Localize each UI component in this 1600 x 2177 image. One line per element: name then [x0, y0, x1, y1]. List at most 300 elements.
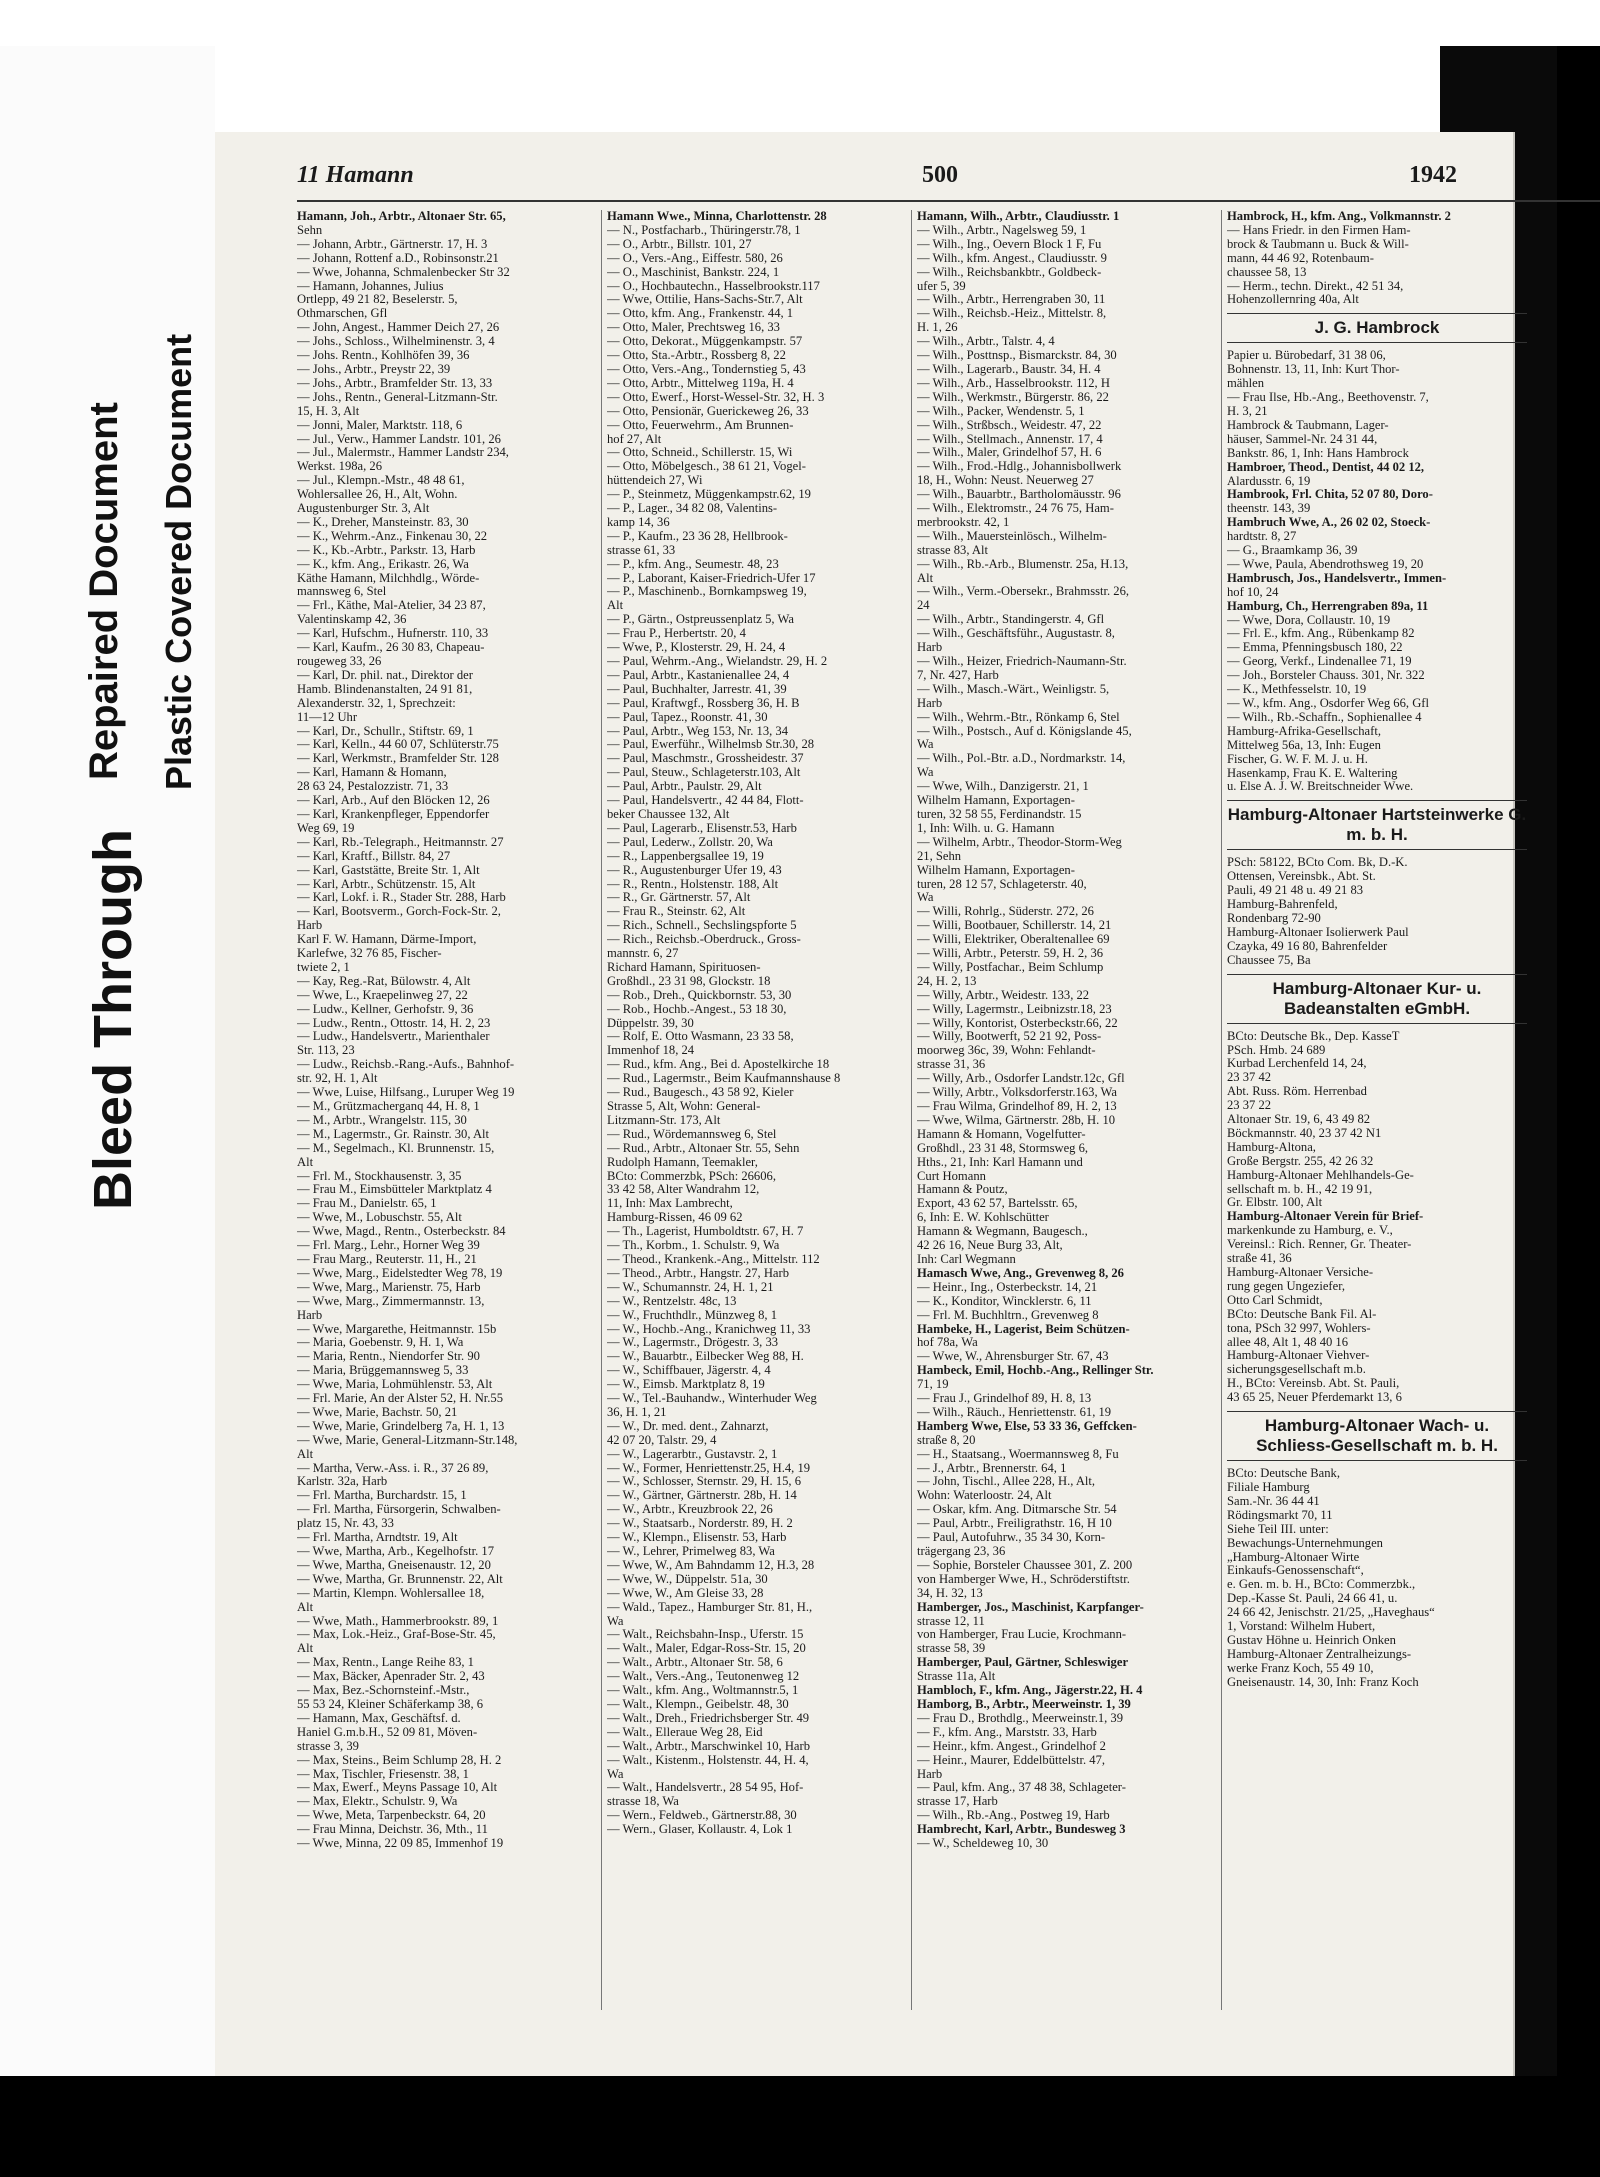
directory-entry: Alt	[297, 1155, 314, 1169]
directory-entry: — Wilh., Reichsbankbtr., Goldbeck-	[917, 265, 1102, 279]
directory-entry: Inh: Carl Wegmann	[917, 1252, 1016, 1266]
directory-entry: Papier u. Bürobedarf, 31 38 06,	[1227, 349, 1386, 363]
directory-entry: H., BCto: Vereinsb. Abt. St. Pauli,	[1227, 1377, 1400, 1391]
directory-entry: Alt	[297, 1642, 314, 1656]
directory-entry: — Wilh., Lagerarb., Baustr. 34, H. 4	[917, 362, 1101, 376]
directory-entry: Hambrecht, Karl, Arbtr., Bundesweg 3	[917, 1823, 1126, 1837]
directory-entry: — Wwe, Wilh., Danzigerstr. 21, 1	[917, 780, 1089, 794]
directory-entry: 42 26 16, Neue Burg 33, Alt,	[917, 1239, 1063, 1253]
directory-entry: Harb	[297, 919, 323, 933]
directory-entry: — P., Gärtn., Ostpreussenplatz 5, Wa	[607, 613, 794, 627]
directory-entry: 42 07 20, Talstr. 29, 4	[607, 1433, 717, 1447]
directory-entry: — W., Klempn., Elisenstr. 53, Harb	[607, 1531, 787, 1545]
directory-entry: — Frau M., Eimsbütteler Marktplatz 4	[297, 1183, 492, 1197]
directory-entry: 21, Sehn	[917, 849, 962, 863]
directory-entry: — Walt., kfm. Ang., Woltmannstr.5, 1	[607, 1684, 799, 1698]
directory-column-3	[917, 210, 1215, 2010]
directory-entry: — W., Arbtr., Kreuzbrook 22, 26	[607, 1503, 773, 1517]
directory-entry: 24 66 42, Jenischstr. 21/25, „Haveghaus“	[1227, 1606, 1435, 1620]
directory-entry: — Frau R., Steinstr. 62, Alt	[607, 905, 746, 919]
directory-entry: 71, 19	[917, 1378, 949, 1392]
directory-entry: Harb	[917, 641, 943, 655]
directory-entry: — Otto, Maler, Prechtsweg 16, 33	[607, 321, 780, 335]
directory-entry: Alt	[297, 1600, 314, 1614]
header-page-number: 500	[922, 162, 958, 188]
directory-entry: — Karl, Kaufm., 26 30 83, Chapeau-	[297, 641, 485, 655]
directory-entry: — Frau M., Danielstr. 65, 1	[297, 1197, 437, 1211]
directory-entry: — Wwe, Math., Hammerbrookstr. 89, 1	[297, 1614, 499, 1628]
directory-entry: — K., Kb.-Arbtr., Parkstr. 13, Harb	[297, 543, 476, 557]
directory-entry: Hamberger, Jos., Maschinist, Karpfanger-	[917, 1600, 1144, 1614]
directory-entry: — Rob., Hochb.-Angest., 53 18 30,	[607, 1002, 787, 1016]
directory-entry: — W., Staatsarb., Norderstr. 89, H. 2	[607, 1517, 793, 1531]
directory-entry: — Wilh., kfm. Angest., Claudiusstr. 9	[917, 251, 1107, 265]
directory-entry: Hamann & Poutz,	[917, 1183, 1008, 1197]
directory-entry: — Otto, Ewerf., Horst-Wessel-Str. 32, H. 3	[607, 390, 825, 404]
directory-entry: Großhdl., 23 31 98, Glockstr. 18	[607, 974, 771, 988]
directory-entry: ufer 5, 39	[917, 279, 966, 293]
directory-entry: — Wwe, Martha, Gr. Brunnenstr. 22, Alt	[297, 1572, 503, 1586]
directory-entry: — Otto, Dekorat., Müggenkampstr. 57	[607, 335, 803, 349]
directory-entry: 11, Inh: Max Lambrecht,	[607, 1197, 733, 1211]
directory-entry: Wa	[917, 738, 934, 752]
directory-entry: — P., Maschinenb., Bornkampsweg 19,	[607, 585, 807, 599]
directory-entry: H. 1, 26	[917, 321, 958, 335]
directory-entry: hof 10, 24	[1227, 585, 1279, 599]
directory-entry: — Frl., Käthe, Mal-Atelier, 34 23 87,	[297, 599, 486, 613]
directory-entry: Ortlepp, 49 21 82, Beselerstr. 5,	[297, 293, 458, 307]
directory-entry: Harb	[297, 1308, 323, 1322]
directory-entry: — R., Gr. Gärtnerstr. 57, Alt	[607, 891, 751, 905]
directory-entry: — R., Rentn., Holstenstr. 188, Alt	[607, 877, 779, 891]
directory-entry: — Theod., Arbtr., Hangstr. 27, Harb	[607, 1266, 790, 1280]
directory-entry: — Wwe, P., Klosterstr. 29, H. 24, 4	[607, 641, 786, 655]
directory-entry: — Rud., Wördemannsweg 6, Stel	[607, 1127, 777, 1141]
directory-entry: 33 42 58, Alter Wandrahm 12,	[607, 1183, 760, 1197]
directory-entry: — Max, Lok.-Heiz., Graf-Bose-Str. 45,	[297, 1628, 496, 1642]
directory-entry: — Wwe, Marg., Zimmermannstr. 13,	[297, 1294, 485, 1308]
directory-entry: — Sophie, Borsteler Chaussee 301, Z. 200	[917, 1558, 1133, 1572]
directory-entry: — Jul., Klempn.-Mstr., 48 48 61,	[297, 474, 465, 488]
directory-entry: — Wilh., Heizer, Friedrich-Naumann-Str.	[917, 655, 1127, 668]
directory-entry: — W., Lagermstr., Drögestr. 3, 33	[607, 1336, 779, 1350]
directory-entry: Hambroer, Theod., Dentist, 44 02 12,	[1227, 460, 1425, 474]
directory-entry: — Karl, Dr. phil. nat., Direktor der	[297, 668, 473, 682]
directory-entry: Dep.-Kasse St. Pauli, 24 66 41, u.	[1227, 1592, 1398, 1606]
directory-entry: — W., Dr. med. dent., Zahnarzt,	[607, 1419, 769, 1433]
directory-entry: — Wilh., Mauersteinlösch., Wilhelm-	[917, 529, 1107, 543]
directory-entry: Hambrook, Frl. Chita, 52 07 80, Doro-	[1227, 488, 1433, 502]
directory-entry: — Th., Korbm., 1. Schulstr. 9, Wa	[607, 1239, 780, 1253]
directory-entry: Str. 113, 23	[297, 1044, 355, 1058]
directory-entry: Hamburg-Altonaer Viehver-	[1227, 1349, 1370, 1363]
directory-entry: Strasse 5, Alt, Wohn: General-	[607, 1100, 761, 1113]
directory-entry: Chaussee 75, Ba	[1227, 953, 1311, 967]
directory-entry: 6, Inh: E. W. Kohlschütter	[917, 1211, 1049, 1225]
directory-entry: Hasenkamp, Frau K. E. Waltering	[1227, 766, 1398, 780]
directory-entry: — Willi, Bootbauer, Schillerstr. 14, 21	[917, 919, 1112, 933]
directory-entry: Hamasch Wwe, Ang., Grevenweg 8, 26	[917, 1266, 1124, 1280]
directory-entry: — Wwe, Marg., Marienstr. 75, Harb	[297, 1280, 481, 1294]
directory-entry: Böckmannstr. 40, 23 37 42 N1	[1227, 1126, 1382, 1140]
directory-entry: BCto: Deutsche Bk., Dep. KasseT	[1227, 1029, 1400, 1043]
directory-entry: Gustav Höhne u. Heinrich Onken	[1227, 1633, 1396, 1647]
directory-entry: — Frl. E., kfm. Ang., Rübenkamp 82	[1227, 627, 1415, 641]
directory-entry: Hamann, Wilh., Arbtr., Claudiusstr. 1	[917, 210, 1120, 223]
directory-entry: — Wilh., Arbtr., Standingerstr. 4, Gfl	[917, 613, 1105, 627]
directory-entry: — Karl, Hufschm., Hufnerstr. 110, 33	[297, 627, 489, 641]
directory-entry: — Frau D., Brothdlg., Meerweinstr.1, 39	[917, 1711, 1124, 1725]
directory-entry: — Otto, kfm. Ang., Frankenstr. 44, 1	[607, 307, 794, 321]
directory-entry: — Willi, Arbtr., Peterstr. 59, H. 2, 36	[917, 947, 1104, 961]
directory-entry: strasse 3, 39	[297, 1739, 359, 1753]
directory-entry: 24, H. 2, 13	[917, 974, 977, 988]
directory-entry: Karlefwe, 32 76 85, Fischer-	[297, 947, 442, 961]
directory-entry: — Wilh., Elektromstr., 24 76 75, Ham-	[917, 502, 1114, 516]
directory-entry: — Wwe, Ottilie, Hans-Sachs-Str.7, Alt	[607, 293, 803, 307]
advertisement-title: J. G. Hambrock	[1314, 318, 1440, 338]
directory-entry: — Willi, Elektriker, Oberaltenallee 69	[917, 933, 1110, 947]
directory-entry: twiete 2, 1	[297, 960, 350, 974]
directory-entry: Hambrusch, Jos., Handelsvertr., Immen-	[1227, 571, 1447, 585]
directory-entry: — Wwe, Maria, Lohmühlenstr. 53, Alt	[297, 1378, 493, 1392]
directory-entry: 1, Vorstand: Wilhelm Hubert,	[1227, 1620, 1376, 1634]
directory-entry: — Johs. Rentn., Kohlhöfen 39, 36	[297, 349, 470, 363]
directory-entry: — Wilh., Bauarbtr., Bartholomäusstr. 96	[917, 488, 1121, 502]
directory-entry: — Walt., Dreh., Friedrichsberger Str. 49	[607, 1711, 810, 1725]
directory-entry: — Ludw., Reichsb.-Rang.-Aufs., Bahnhof-	[297, 1058, 515, 1072]
scanner-background-bottom	[0, 2076, 1600, 2177]
directory-entry: — P., Steinmetz, Müggenkampstr.62, 19	[607, 488, 811, 502]
directory-entry: — Wilh., Rb.-Arb., Blumenstr. 25a, H.13,	[917, 557, 1129, 571]
directory-entry: — Wwe, Martha, Gneisenaustr. 12, 20	[297, 1558, 491, 1572]
directory-entry: — Wilh., Arbtr., Herrengraben 30, 11	[917, 293, 1106, 307]
directory-entry: rougeweg 33, 26	[297, 655, 382, 668]
directory-entry: 15, H. 3, Alt	[297, 404, 360, 418]
directory-entry: Hambrock & Taubmann, Lager-	[1227, 418, 1389, 432]
directory-entry: Hamberger, Paul, Gärtner, Schleswiger	[917, 1656, 1129, 1670]
directory-entry: — H., Staatsang., Woermannsweg 8, Fu	[917, 1447, 1119, 1461]
directory-entry: — Hamann, Max, Geschäftsf. d.	[297, 1711, 461, 1725]
directory-entry: hof 78a, Wa	[917, 1336, 978, 1350]
directory-entry: — M., Segelmach., Kl. Brunnenstr. 15,	[297, 1141, 495, 1155]
advertisement-box	[1227, 1411, 1527, 1461]
directory-entry: mann, 44 46 92, Rotenbaum-	[1227, 251, 1374, 265]
directory-entry: — N., Postfacharb., Thüringerstr.78, 1	[607, 223, 801, 237]
directory-entry: Strasse 11a, Alt	[917, 1670, 996, 1684]
directory-entry: von Hamberger, Frau Lucie, Krochmann-	[917, 1628, 1127, 1642]
directory-entry: — Walt., Arbtr., Altonaer Str. 58, 6	[607, 1656, 783, 1670]
directory-entry: — Frl. Marg., Lehr., Horner Weg 39	[297, 1239, 480, 1253]
directory-entry: Hamburg-Altona,	[1227, 1140, 1316, 1154]
directory-entry: Düppelstr. 39, 30	[607, 1016, 694, 1030]
directory-entry: — Paul, Arbtr., Weg 153, Nr. 13, 34	[607, 724, 789, 738]
directory-entry: beker Chaussee 132, Alt	[607, 807, 730, 821]
directory-entry: — Wilh., Werkmstr., Bürgerstr. 86, 22	[917, 390, 1109, 404]
directory-entry: — Wwe, M., Lobuschstr. 55, Alt	[297, 1211, 462, 1225]
directory-entry: — Karl, Arb., Auf den Blöcken 12, 26	[297, 794, 490, 808]
directory-entry: strasse 12, 11	[917, 1614, 985, 1628]
directory-entry: — Wwe, Paula, Abendrothsweg 19, 20	[1227, 557, 1424, 571]
directory-entry: — Emma, Pfenningsbusch 180, 22	[1227, 641, 1403, 655]
scanner-margin-top	[0, 0, 1600, 46]
directory-entry: 1, Inh: Wilh. u. G. Hamann	[917, 821, 1055, 835]
directory-entry: — Johann, Rottenf a.D., Robinsonstr.21	[297, 251, 499, 265]
directory-entry: Hamberg Wwe, Else, 53 33 36, Geffcken-	[917, 1419, 1137, 1433]
directory-entry: — Max, Rentn., Lange Reihe 83, 1	[297, 1656, 474, 1670]
directory-entry: — O., Maschinist, Bankstr. 224, 1	[607, 265, 780, 279]
directory-entry: — Wilh., Stellmach., Annenstr. 17, 4	[917, 432, 1103, 446]
directory-entry: — W., Bauarbtr., Eilbecker Weg 88, H.	[607, 1350, 804, 1364]
directory-entry: Werkst. 198a, 26	[297, 460, 383, 474]
directory-entry: — Wilh., Arb., Hasselbrookstr. 112, H	[917, 376, 1110, 390]
directory-entry: Vereinsl.: Rich. Renner, Gr. Theater-	[1227, 1238, 1412, 1252]
directory-entry: Wilhelm Hamann, Exportagen-	[917, 794, 1075, 808]
directory-entry: — Heinr., Maurer, Eddelbüttelstr. 47,	[917, 1753, 1106, 1767]
directory-entry: — Wilh., Verm.-Obersekr., Brahmsstr. 26,	[917, 585, 1130, 599]
directory-entry: 24	[917, 599, 930, 613]
directory-entry: — Maria, Brüggemannsweg 5, 33	[297, 1364, 469, 1378]
directory-entry: — Wwe, Marie, Bachstr. 50, 21	[297, 1405, 458, 1419]
directory-entry: — Wwe, Meta, Tarpenbeckstr. 64, 20	[297, 1809, 486, 1823]
directory-entry: Hamann & Wegmann, Baugesch.,	[917, 1225, 1088, 1239]
directory-entry: — Paul, Tapez., Roonstr. 41, 30	[607, 710, 768, 724]
directory-entry: — O., Vers.-Ang., Eiffestr. 580, 26	[607, 251, 783, 265]
directory-entry: — P., kfm. Ang., Seumestr. 48, 23	[607, 557, 779, 571]
directory-entry: — Wern., Feldweb., Gärtnerstr.88, 30	[607, 1809, 797, 1823]
directory-entry: — P., Lager., 34 82 08, Valentins-	[607, 502, 778, 516]
directory-entry: von Hamberger Wwe, H., Schröderstiftstr.	[917, 1572, 1130, 1586]
directory-entry: — Jul., Verw., Hammer Landstr. 101, 26	[297, 432, 501, 446]
directory-entry: 28 63 24, Pestalozzistr. 71, 33	[297, 780, 449, 794]
directory-entry: — Hans Friedr. in den Firmen Ham-	[1227, 223, 1411, 237]
directory-entry: — Karl, Werkmstr., Bramfelder Str. 128	[297, 752, 499, 766]
directory-column-4	[1227, 210, 1527, 2010]
directory-entry: — Frau J., Grindelhof 89, H. 8, 13	[917, 1392, 1092, 1406]
directory-entry: turen, 32 58 55, Ferdinandstr. 15	[917, 807, 1082, 821]
directory-entry: — Willy, Kontorist, Osterbeckstr.66, 22	[917, 1016, 1118, 1030]
directory-entry: Hamburg-Afrika-Gesellschaft,	[1227, 724, 1381, 738]
directory-entry: Haniel G.m.b.H., 52 09 81, Möven-	[297, 1725, 478, 1739]
directory-entry: Wilhelm Hamann, Exportagen-	[917, 863, 1075, 877]
directory-entry: — Walt., Kistenm., Holstenstr. 44, H. 4,	[607, 1753, 809, 1767]
directory-entry: — Karl, Bootsverm., Gorch-Fock-Str. 2,	[297, 905, 501, 919]
directory-entry: — Walt., Elleraue Weg 28, Eid	[607, 1725, 763, 1739]
directory-entry: tona, PSch 32 997, Wohlers-	[1227, 1321, 1371, 1335]
directory-entry: theenstr. 143, 39	[1227, 502, 1311, 516]
directory-entry: — Walt., Arbtr., Marschwinkel 10, Harb	[607, 1739, 811, 1753]
directory-entry: 34, H. 32, 13	[917, 1586, 983, 1600]
directory-entry: Export, 43 62 57, Bartelsstr. 65,	[917, 1197, 1078, 1211]
directory-entry: markenkunde zu Hamburg, e. V.,	[1227, 1224, 1393, 1238]
directory-entry: — Karl, Hamann & Homann,	[297, 766, 447, 780]
directory-entry: — Wilh., Strßbsch., Weidestr. 47, 22	[917, 418, 1102, 432]
directory-entry: — Willy, Arbtr., Volksdorferstr.163, Wa	[917, 1086, 1117, 1100]
directory-entry: — J., Arbtr., Brennerstr. 64, 1	[917, 1461, 1067, 1475]
directory-entry: Bohnenstr. 13, 11, Inh: Kurt Thor-	[1227, 363, 1400, 377]
directory-entry: moorweg 36c, 39, Wohn: Fehlandt-	[917, 1044, 1096, 1058]
directory-entry: Ottensen, Vereinsbk., Abt. St.	[1227, 870, 1376, 884]
directory-entry: — K., Konditor, Wincklerstr. 6, 11	[917, 1294, 1092, 1308]
directory-entry: — Max, Bäcker, Apenrader Str. 2, 43	[297, 1670, 485, 1684]
directory-entry: straße 8, 20	[917, 1433, 976, 1447]
directory-entry: werke Franz Koch, 55 49 10,	[1227, 1661, 1374, 1675]
directory-entry: — Ludw., Kellner, Gerhofstr. 9, 36	[297, 1002, 474, 1016]
directory-entry: — Wwe, Marie, General-Litzmann-Str.148,	[297, 1433, 518, 1447]
directory-entry: — Frl. Marie, An der Alster 52, H. Nr.55	[297, 1392, 504, 1406]
directory-entry: — O., Arbtr., Billstr. 101, 27	[607, 237, 752, 251]
column-divider	[911, 210, 912, 2010]
label-plastic-covered: Plastic Covered Document	[158, 333, 199, 790]
directory-entry: Hambeck, Emil, Hochb.-Ang., Rellinger Str.	[917, 1364, 1154, 1378]
directory-entry: Gneisenaustr. 14, 30, Inh: Franz Koch	[1227, 1675, 1419, 1689]
directory-entry: — Frl. M., Stockhausenstr. 3, 35	[297, 1169, 462, 1183]
directory-entry: — Ludw., Rentn., Ottostr. 14, H. 2, 23	[297, 1016, 491, 1030]
directory-entry: — Otto, Möbelgesch., 38 61 21, Vogel-	[607, 460, 806, 474]
directory-entry: Augustenburger Str. 3, Alt	[297, 502, 430, 516]
directory-entry: — Paul, kfm. Ang., 37 48 38, Schlageter-	[917, 1781, 1126, 1795]
directory-entry: Alt	[607, 599, 624, 613]
directory-entry: — Paul, Arbtr., Paulstr. 29, Alt	[607, 780, 762, 794]
directory-entry: Hambrock, H., kfm. Ang., Volkmannstr. 2	[1227, 210, 1451, 223]
directory-entry: — W., Hochb.-Ang., Kranichweg 11, 33	[607, 1322, 811, 1336]
advertisement-title: Hamburg-Altonaer Wach- u. Schliess-Gesellschaft m. b. H.	[1256, 1416, 1498, 1456]
directory-entry: — Jul., Malermstr., Hammer Landstr 234,	[297, 446, 509, 460]
directory-entry: Hamburg-Altonaer Mehlhandels-Ge-	[1227, 1168, 1414, 1182]
directory-entry: — Karl, Lokf. i. R., Stader Str. 288, Harb	[297, 891, 506, 905]
directory-entry: rung gegen Ungeziefer,	[1227, 1279, 1346, 1293]
directory-entry: 11—12 Uhr	[297, 710, 358, 724]
directory-entry: — Wilh., Arbtr., Nagelsweg 59, 1	[917, 223, 1087, 237]
directory-entry: — W., Rentzelstr. 48c, 13	[607, 1294, 737, 1308]
directory-entry: Einkaufs-Genossenschaft“,	[1227, 1564, 1364, 1578]
directory-entry: — Frl. Martha, Fürsorgerin, Schwalben-	[297, 1503, 501, 1517]
directory-column-2	[607, 210, 905, 2010]
directory-entry: — Ludw., Handelsvertr., Marienthaler	[297, 1030, 490, 1044]
directory-entry: — Wwe, Johanna, Schmalenbecker Str 32	[297, 265, 510, 279]
directory-entry: — Wilh., Maler, Grindelhof 57, H. 6	[917, 446, 1102, 460]
directory-entry: — Wwe, Luise, Hilfsang., Luruper Weg 19	[297, 1086, 515, 1100]
directory-entry: Litzmann-Str. 173, Alt	[607, 1113, 721, 1127]
directory-entry: — Karl, Arbtr., Schützenstr. 15, Alt	[297, 877, 476, 891]
header-year: 1942	[1409, 162, 1457, 188]
directory-entry: — Wwe, W., Am Bahndamm 12, H.3, 28	[607, 1558, 815, 1572]
directory-entry: trägergang 23, 36	[917, 1545, 1006, 1558]
directory-entry: — Oskar, kfm. Ang. Ditmarsche Str. 54	[917, 1503, 1117, 1517]
directory-entry: — Walt., Maler, Edgar-Ross-Str. 15, 20	[607, 1642, 806, 1656]
directory-entry: — W., Lagerarbtr., Gustavstr. 2, 1	[607, 1447, 778, 1461]
directory-entry: — Frau Wilma, Grindelhof 89, H. 2, 13	[917, 1100, 1117, 1113]
directory-entry: Hambloch, F., kfm. Ang., Jägerstr.22, H. 4	[917, 1684, 1143, 1698]
directory-entry: — Wald., Tapez., Hamburger Str. 81, H.,	[607, 1600, 813, 1614]
directory-entry: — R., Augustenburger Ufer 19, 43	[607, 863, 782, 877]
directory-entry: Wa	[917, 766, 934, 780]
directory-entry: — K., kfm. Ang., Erikastr. 26, Wa	[297, 557, 469, 571]
directory-entry: — Th., Lagerist, Humboldtstr. 67, H. 7	[607, 1225, 804, 1239]
directory-entry: — W., Schiffbauer, Jägerstr. 4, 4	[607, 1364, 771, 1378]
directory-entry: — Paul, Lederw., Zollstr. 20, Wa	[607, 835, 773, 849]
directory-entry: Fischer, G. W. F. M. J. u. H.	[1227, 752, 1368, 766]
directory-entry: — W., Fruchthdlr., Münzweg 8, 1	[607, 1308, 778, 1322]
directory-entry: 18, H., Wohn: Neust. Neuerweg 27	[917, 474, 1094, 488]
directory-entry: Alardusstr. 6, 19	[1227, 474, 1311, 488]
directory-entry: mannstr. 6, 27	[607, 947, 679, 961]
directory-entry: Curt Homann	[917, 1169, 986, 1183]
directory-entry: — Frl. Martha, Burchardstr. 15, 1	[297, 1489, 467, 1503]
directory-entry: — W., Schumannstr. 24, H. 1, 21	[607, 1280, 774, 1294]
directory-entry: — Walt., Reichsbahn-Insp., Uferstr. 15	[607, 1628, 804, 1642]
directory-entry: allee 48, Alt 1, 48 40 16	[1227, 1335, 1349, 1349]
directory-entry: Rondenbarg 72-90	[1227, 911, 1321, 925]
directory-entry: — Willi, Rohrlg., Süderstr. 272, 26	[917, 905, 1094, 919]
directory-entry: — Jonni, Maler, Marktstr. 118, 6	[297, 418, 463, 432]
directory-entry: hof 27, Alt	[607, 432, 662, 446]
column-divider	[1221, 210, 1222, 2010]
directory-entry: — Rud., Lagermstr., Beim Kaufmannshause 8	[607, 1072, 841, 1086]
directory-entry: — Wilh., Reichsb.-Heiz., Mittelstr. 8,	[917, 307, 1107, 321]
directory-entry: — Wilh., Rb.-Schaffn., Sophienallee 4	[1227, 710, 1422, 724]
directory-entry: — Wilh., Wehrm.-Btr., Rönkamp 6, Stel	[917, 710, 1120, 724]
directory-entry: — Rud., kfm. Ang., Bei d. Apostelkirche 18	[607, 1058, 830, 1072]
directory-entry: brock & Taubmann u. Buck & Will-	[1227, 237, 1409, 251]
directory-entry: BCto: Deutsche Bank,	[1227, 1467, 1340, 1481]
directory-entry: chaussee 58, 13	[1227, 265, 1307, 279]
directory-entry: Alt	[917, 571, 934, 585]
scanner-background-strip	[1557, 46, 1600, 2076]
directory-entry: — Wilh., Rb.-Ang., Postweg 19, Harb	[917, 1809, 1110, 1823]
directory-entry: Hamburg, Ch., Herrengraben 89a, 11	[1227, 599, 1429, 613]
directory-entry: — Frau P., Herbertstr. 20, 4	[607, 627, 746, 641]
directory-entry: — Paul, Kraftwgf., Rossberg 36, H. B	[607, 696, 800, 710]
directory-entry: — Otto, Pensionär, Guerickeweg 26, 33	[607, 404, 809, 418]
directory-entry: — Otto, Feuerwehrm., Am Brunnen-	[607, 418, 794, 432]
directory-entry: Hamborg, B., Arbtr., Meerweinstr. 1, 39	[917, 1697, 1131, 1711]
directory-entry: — Paul, Wehrm.-Ang., Wielandstr. 29, H. 2	[607, 655, 828, 668]
directory-entry: — Willy, Bootwerft, 52 21 92, Poss-	[917, 1030, 1102, 1044]
directory-entry: — Karl, Rb.-Telegraph., Heitmannstr. 27	[297, 835, 504, 849]
directory-entry: — Wwe, W., Düppelstr. 51a, 30	[607, 1572, 768, 1586]
directory-entry: Hamburg-Altonaer Zentralheizungs-	[1227, 1647, 1412, 1661]
directory-entry: — Frau Minna, Deichstr. 36, Mth., 11	[297, 1823, 488, 1837]
directory-entry: — Georg, Verkf., Lindenallee 71, 19	[1227, 655, 1412, 669]
directory-entry: kamp 14, 36	[607, 515, 670, 529]
directory-entry: Alt	[297, 1447, 314, 1461]
directory-entry: — Wilh., Packer, Wendenstr. 5, 1	[917, 404, 1085, 418]
directory-entry: — Johs., Arbtr., Bramfelder Str. 13, 33	[297, 376, 493, 390]
directory-entry: Hambeke, H., Lagerist, Beim Schützen-	[917, 1322, 1130, 1336]
directory-entry: — Martha, Verw.-Ass. i. R., 37 26 89,	[297, 1461, 489, 1475]
directory-entry: Abt. Russ. Röm. Herrenbad	[1227, 1085, 1367, 1099]
directory-entry: — Otto, Vers.-Ang., Tondernstieg 5, 43	[607, 362, 806, 376]
directory-entry: Immenhof 18, 24	[607, 1044, 695, 1058]
directory-entry: Rudolph Hamann, Teemakler,	[607, 1155, 758, 1169]
directory-entry: Pauli, 49 21 48 u. 49 21 83	[1227, 884, 1364, 898]
directory-entry: — Frl. M. Buchhltrn., Grevenweg 8	[917, 1308, 1099, 1322]
directory-entry: — Willy, Lagermstr., Leibnizstr.18, 23	[917, 1002, 1112, 1016]
directory-entry: — M., Lagermstr., Gr. Rainstr. 30, Alt	[297, 1127, 490, 1141]
directory-entry: Valentinskamp 42, 36	[297, 613, 407, 627]
directory-entry: PSch. Hmb. 24 689	[1227, 1043, 1326, 1057]
directory-entry: — O., Hochbautechn., Hasselbrookstr.117	[607, 279, 820, 293]
directory-entry: Karlstr. 32a, Harb	[297, 1475, 388, 1489]
directory-entry: Wa	[607, 1767, 624, 1781]
directory-entry: strasse 61, 33	[607, 543, 676, 557]
directory-entry: — Frau Ilse, Hb.-Ang., Beethovenstr. 7,	[1227, 391, 1429, 405]
directory-entry: strasse 17, Harb	[917, 1795, 998, 1809]
directory-entry: — Wilh., Frod.-Hdlg., Johannisbollwerk	[917, 460, 1122, 474]
directory-entry: Hamb. Blindenanstalten, 24 91 81,	[297, 682, 473, 696]
directory-entry: — W., Schlosser, Sternstr. 29, H. 15, 6	[607, 1475, 802, 1489]
